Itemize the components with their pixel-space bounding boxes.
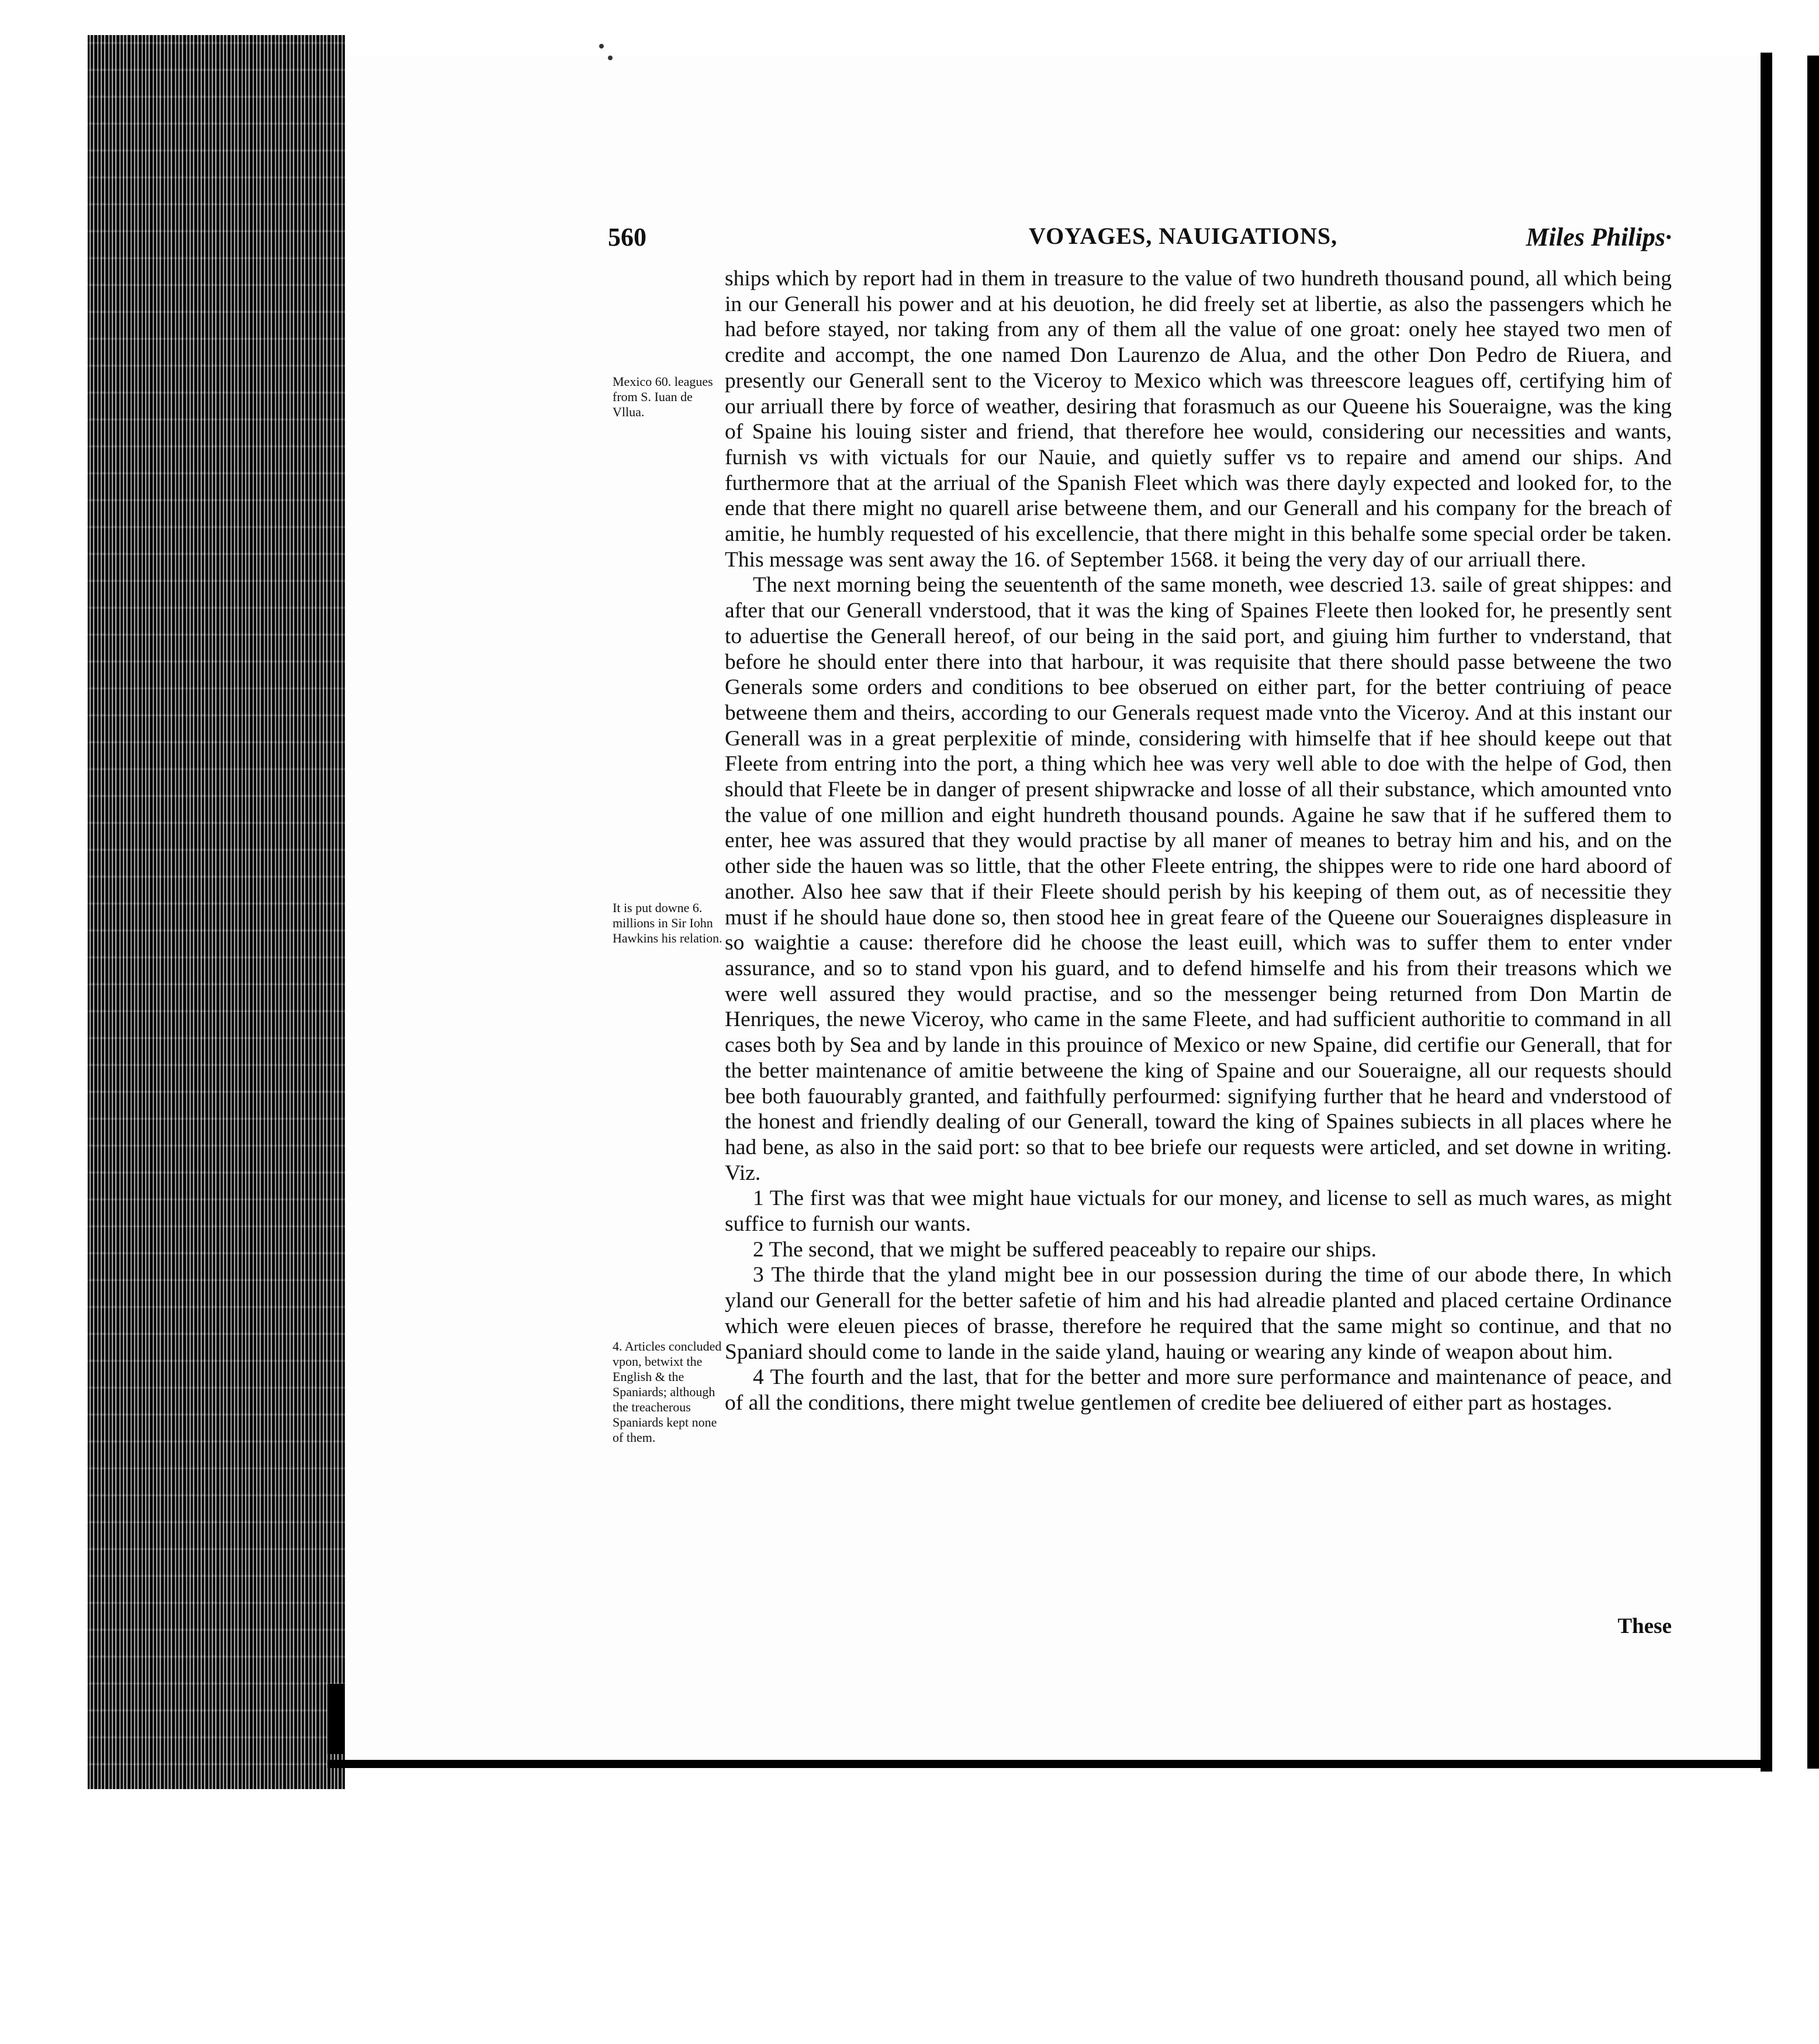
right-outer-border — [1807, 56, 1819, 1769]
article-item: 3 The thirde that the yland might bee in our possession during the time of our abode there, In which yland our Generall for the better safetie of him and his had alreadie planted and placed certaine Ordinance which were eleuen pieces of brasse, therefore he required that the same might so continue, and that no Spaniard should come to lande in the saide yland, hauing or wearing any kinde of weapon about him. — [725, 1263, 1672, 1364]
scan-speck — [608, 56, 613, 60]
scan-speck — [599, 44, 604, 49]
paragraph: ships which by report had in them in treasure to the value of two hundreth thousand pound, all which being in our Generall his power and at his deuotion, he did freely set at libertie, as also the passengers which he had before stayed, nor taking from any of them all the value of one groat: onely hee stayed two men of credite and accompt, the one named Don Laurenzo de Alua, and the other Don Pedro de Riuera, and presently our Generall sent to the Viceroy to Mexico which was threescore leagues off, certifying him of our arriuall there by force of weather, desiring that forasmuch as our Queene his Soueraigne, was the king of Spaine his louing sister and friend, that therefore hee would, considering our necessities and wants, furnish vs with victuals for our Nauie, and quietly suffer vs to repaire and amend our ships. And furthermore that at the arriual of the Spanish Fleet which was there dayly expected and looked for, to the ende that there might no quarell arise betweene them, and our Generall and his company for the breach of amitie, he humbly requested of his excellencie, that there might in this behalfe some special order be taken. This message was sent away the 16. of September 1568. it being the very day of our arriuall there. — [725, 267, 1672, 572]
article-item: 4 The fourth and the last, that for the better and more sure performance and maintenance of peace, and of all the conditions, there might twelue gentlemen of credite bee deliuered of either part as hostages. — [725, 1365, 1672, 1415]
page-number: 560 — [608, 223, 646, 251]
article-item: 1 The first was that wee might haue victuals for our money, and license to sell as much wares, as might suffice to furnish our wants. — [725, 1186, 1672, 1237]
right-frame-border — [1761, 53, 1772, 1772]
margin-note: Mexico 60. leagues from S. Iuan de Vllua. — [613, 374, 713, 419]
catchword: These — [1617, 1614, 1672, 1638]
margin-note: It is put downe 6. millions in Sir Iohn Hawkins his relation. — [613, 900, 722, 945]
next-page-sliver — [1772, 56, 1807, 1769]
running-title: VOYAGES, NAUIGATIONS, — [1029, 223, 1338, 249]
page-header — [608, 222, 1672, 257]
margin-note: 4. Articles concluded vpon, betwixt the English & the Spaniards; although the treacherous Spaniards kept none of them. — [613, 1339, 722, 1445]
article-item: 2 The second, that we might be suffered peaceably to repaire our ships. — [753, 1237, 1377, 1262]
page-bottom-edge — [327, 1760, 1771, 1768]
body-text — [725, 266, 1672, 1416]
paragraph: The next morning being the seuententh of the same moneth, wee descried 13. saile of great shippes: and after that our Generall vnderstood, that it was the king of Spaines Fleete then looked for, he presently sent to aduertise the Generall hereof, of our being in the said port, and giuing him further to vnderstand, that before he should enter there into that harbour, it was requisite that there should passe betweene the two Generals some orders and conditions to bee obserued on either part, for the better contriuing of peace betweene them and theirs, according to our Generals request made vnto the Viceroy. And at this instant our Generall was in a great perplexitie of minde, considering with himselfe that if hee should keepe out that Fleete from entring into the port, a thing which hee was very well able to doe with the helpe of God, then should that Fleete be in danger of present shipwracke and losse of all their substance, which amounted vnto the value of one million and eight hundreth thousand pounds. Againe he saw that if he suffered them to enter, hee was assured that they would practise by all maner of meanes to betray him and his, and on the other side the hauen was so little, that the other Fleete entring, the shippes were to ride one hard aboord of another. Also hee saw that if their Fleete should perish by his keeping of them out, as of necessitie they must if he should haue done so, then stood hee in great feare of the Queene our Soueraignes displeasure in so waightie a cause: therefore did he choose the least euill, which was to suffer them to enter vnder assurance, and so to stand vpon his guard, and to defend himselfe and his from their treasons which we were well assured they would practise, and so the messenger being returned from Don Martin de Henriques, the newe Viceroy, who came in the same Fleete, and had sufficient authoritie to command in all cases both by Sea and by lande in this prouince of Mexico or new Spaine, did certifie our Generall, that for the better maintenance of amitie betweene the king of Spaine and our Soueraigne, all our requests should bee both fauourably granted, and faithfully perfourmed: signifying further that he heard and vnderstood of the honest and friendly dealing of our Generall, toward the king of Spaines subiects in all places where he had bene, as also in the said port: so that to bee briefe our requests were articled, and set downe in writing. Viz. — [725, 573, 1672, 1185]
book-page-edges — [88, 35, 345, 1789]
running-head-right: Miles Philips· — [1526, 223, 1672, 251]
